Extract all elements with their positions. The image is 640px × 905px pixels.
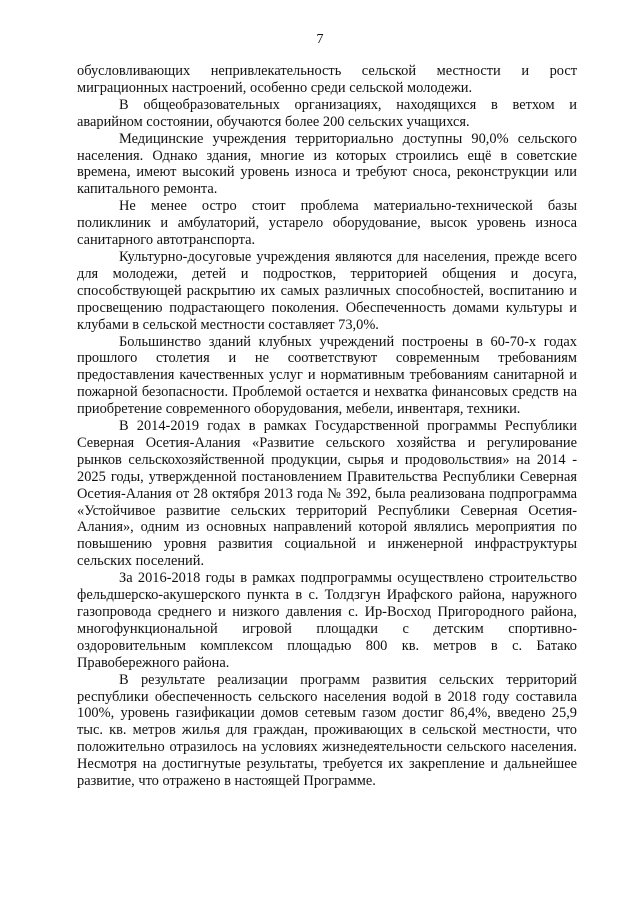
page-number: 7	[316, 32, 324, 47]
paragraph-schools: В общеобразовательных организациях, находящихся в ветхом и аварийном состоянии, обучаются более 200 сельских учащихся.	[77, 96, 577, 130]
paragraph-clinics: Не менее остро стоит проблема материально-технической базы поликлиник и амбулаторий, устарело оборудование, высок уровень износа санитарного автотранспорта.	[77, 198, 577, 249]
paragraph-results: В результате реализации программ развития сельских территорий республики обеспеченность сельского населения водой в 2018 году составила 100%, уровень газификации домов сетевым газом достиг 86,4%, введено 25,9 тыс. кв. метров жилья для граждан, проживающих в сельской местности, что положительно отразилось на условиях жизнедеятельности сельского населения. Несмотря на достигнутые результаты, требуется их закрепление и дальнейшее развитие, что отражено в настоящей Программе.	[77, 671, 577, 790]
paragraph-state-program: В 2014-2019 годах в рамках Государственной программы Республики Северная Осетия-Алания «Развитие сельского хозяйства и регулирование рынков сельскохозяйственной продукции, сырья и продовольствия» на 2014 - 2025 годы, утвержденной постановлением Правительства Республики Северная Осетия-Алания от 28 октября 2013 года № 392, была реализована подпрограмма «Устойчивое развитие сельских территорий Республики Северная Осетия-Алания», одним из основных направлений которой являлись мероприятия по повышению уровня развития социальной и инженерной инфраструктуры сельских поселений.	[77, 418, 577, 570]
paragraph-1-continuation: обусловливающих непривлекательность сельской местности и рост миграционных настроений, особенно среди сельской молодежи.	[77, 63, 577, 96]
document-body	[77, 63, 577, 790]
paragraph-culture: Культурно-досуговые учреждения являются для населения, прежде всего для молодежи, детей и подростков, территорией общения и досуга, способствующей раскрытию их самых различных способностей, воспитанию и просвещению подрастающего поколения. Обеспеченность домами культуры и клубами в сельской местности составляет 73,0%.	[77, 248, 577, 333]
paragraph-club-buildings: Большинство зданий клубных учреждений построены в 60-70-х годах прошлого столетия и не соответствуют современным требованиям предоставления качественных услуг и нормативным требованиям санитарной и пожарной безопасности. Проблемой остается и нехватка финансовых средств на приобретение современного оборудования, мебели, инвентаря, техники.	[77, 333, 577, 418]
paragraph-medical: Медицинские учреждения территориально доступны 90,0% сельского населения. Однако здания, многие из которых строились ещё в советские времена, имеют высокий уровень износа и требуют сноса, реконструкции или капитального ремонта.	[77, 130, 577, 198]
paragraph-construction: За 2016-2018 годы в рамках подпрограммы осуществлено строительство фельдшерско-акушерского пункта в с. Толдзгун Ирафского района, наружного газопровода среднего и низкого давления с. Ир-Восход Пригородного района, многофункциональной игровой площадки с детским спортивно-оздоровительным комплексом площадью 800 кв. метров в с. Батако Правобережного района.	[77, 570, 577, 671]
